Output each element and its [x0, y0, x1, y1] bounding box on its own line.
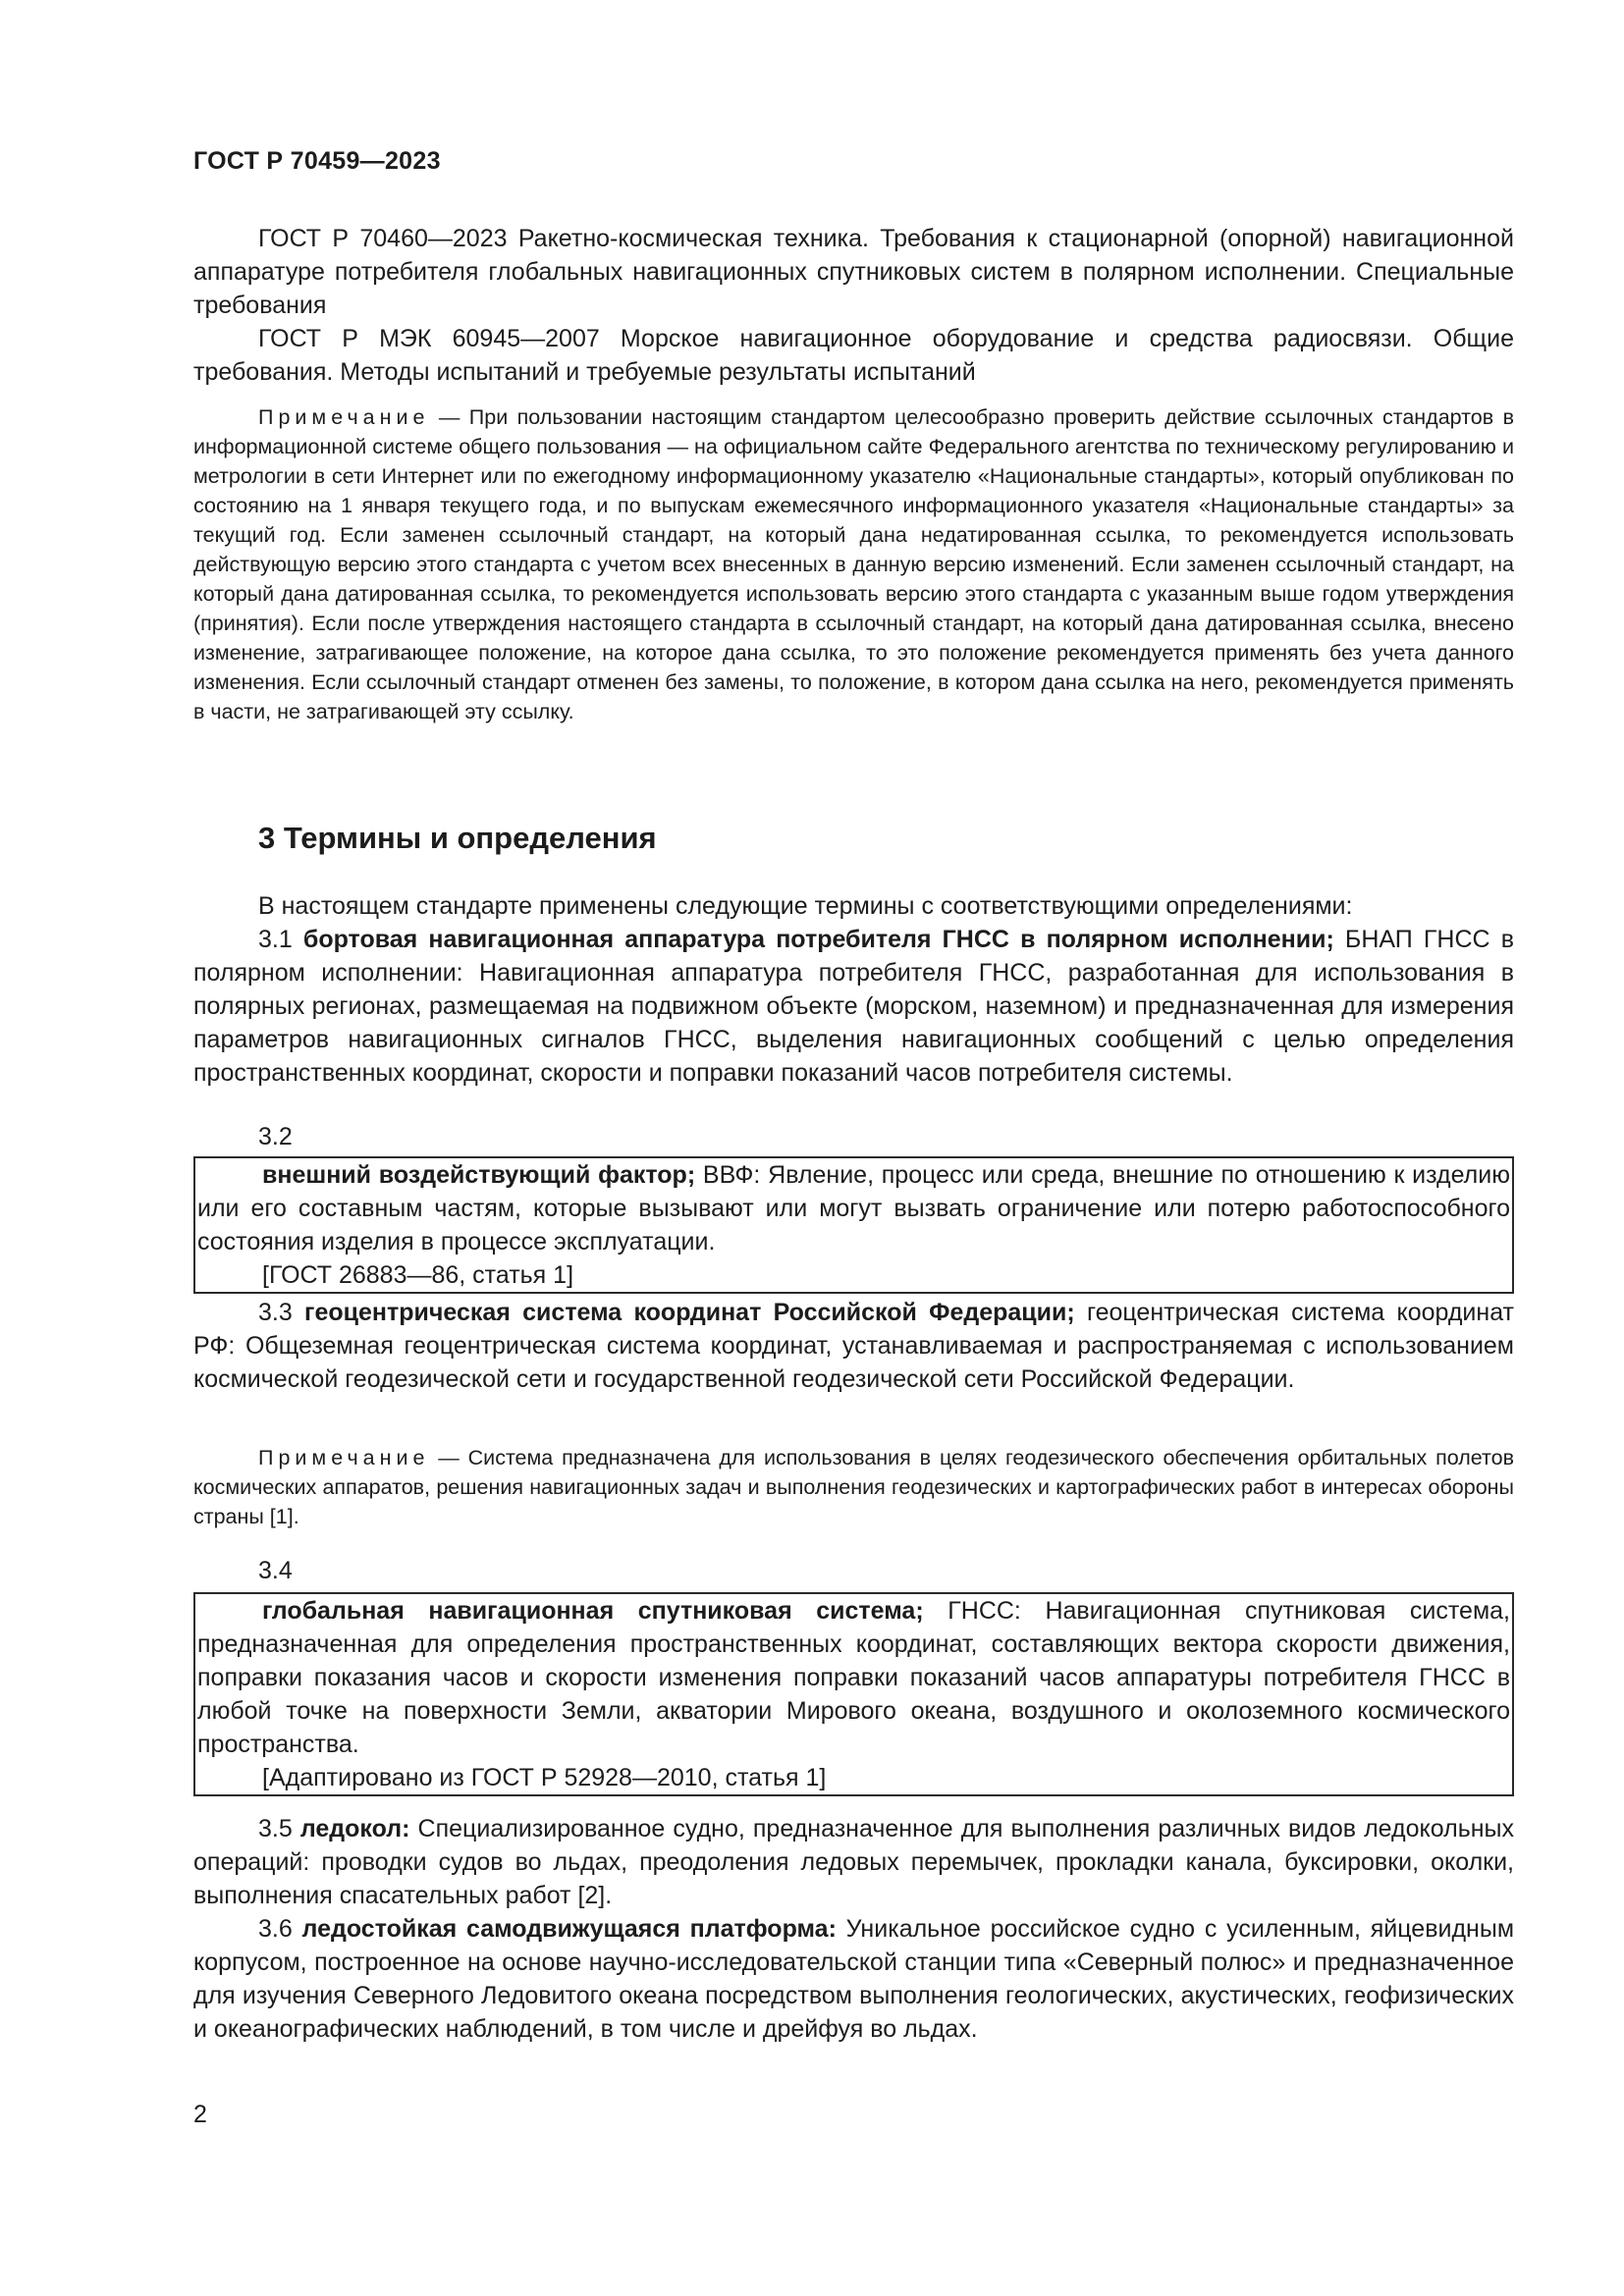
term-name: глобальная навигационная спутниковая система;	[262, 1597, 924, 1625]
term-3-3	[193, 1296, 1514, 1396]
term-number: 3.6	[258, 1915, 302, 1943]
note-text: — Система предназначена для использования в целях геодезического обеспечения орбитальных полетов космических аппаратов, решения навигационных задач и выполнения геодезических и картографических работ в интересах обороны страны [1].	[193, 1446, 1514, 1528]
reference-gost-iec-60945: ГОСТ Р МЭК 60945—2007 Морское навигационное оборудование и средства радиосвязи. Общие требования. Методы испытаний и требуемые результаты испытаний	[193, 325, 1514, 386]
term-definition: Уникальное российское судно с усиленным, яйцевидным корпусом, построенное на основе научно-исследовательской станции типа «Северный полюс» и предназначенное для изучения Северного Ледовитого океана посредством выполнения геологических, акустических, геофизических и океанографических наблюдений, в том числе и дрейфуя во льдах.	[193, 1915, 1515, 2043]
term-3-4-number: 3.4	[258, 1557, 293, 1584]
term-name: геоцентрическая система координат Российской Федерации;	[304, 1299, 1075, 1326]
term-name: ледостойкая самодвижущаяся платформа:	[301, 1915, 837, 1943]
term-number: 3.3	[258, 1299, 305, 1326]
term-number: 3.5	[258, 1815, 300, 1842]
term-name: бортовая навигационная аппаратура потребителя ГНСС в полярном исполнении;	[302, 926, 1334, 953]
term-source: [ГОСТ 26883—86, статья 1]	[262, 1261, 574, 1289]
page-number: 2	[193, 2101, 207, 2128]
term-definition: Специализированное судно, предназначенное для выполнения различных видов ледокольных операций: проводки судов во льдах, преодоления ледовых перемычек, прокладки канала, буксировки, околки, выполнения спасательных работ [2].	[193, 1815, 1514, 1909]
term-3-1	[193, 923, 1514, 1090]
note-term-3-3	[193, 1443, 1514, 1531]
term-3-6	[193, 1912, 1514, 2046]
section-intro: В настоящем стандарте применены следующие термины с соответствующими определениями:	[258, 892, 1353, 920]
note-label: Примечание	[258, 405, 430, 429]
note-text: — При пользовании настоящим стандартом целесообразно проверить действие ссылочных стандартов в информационной системе общего пользования — на официальном сайте Федерального агентства по техническому регулированию и метрологии в сети Интернет или по ежегодному информационному указателю «Национальные стандарты», который опубликован по состоянию на 1 января текущего года, и по выпускам ежемесячного информационного указателя «Национальные стандарты» за текущий год. Если заменен ссылочный стандарт, на который дана недатированная ссылка, то рекомендуется использовать действующую версию этого стандарта с учетом всех внесенных в данную версию изменений. Если заменен ссылочный стандарт, на который дана датированная ссылка, то рекомендуется использовать версию этого стандарта с указанным выше годом утверждения (принятия). Если после утверждения настоящего стандарта в ссылочный стандарт, на который дана датированная ссылка, внесено изменение, затрагивающее положение, на которое дана ссылка, то это положение рекомендуется применять без учета данного изменения. Если ссылочный стандарт отменен без замены, то положение, в котором дана ссылка на него, рекомендуется применять в части, не затрагивающей эту ссылку.	[193, 405, 1514, 723]
term-name: внешний воздействующий фактор;	[262, 1161, 696, 1189]
document-header: ГОСТ Р 70459—2023	[193, 147, 441, 175]
section-title: 3 Термины и определения	[258, 821, 657, 855]
term-number: 3.1	[258, 926, 303, 953]
note-label: Примечание	[258, 1446, 430, 1469]
term-3-2	[197, 1158, 1510, 1258]
term-source: [Адаптировано из ГОСТ Р 52928—2010, статья 1]	[262, 1764, 827, 1791]
term-definition: ГНСС: Навигационная спутниковая система, предназначенная для определения пространственных координат, составляющих вектора скорости движения, поправки показания часов и скорости изменения поправки показаний часов аппаратуры потребителя ГНСС в любой точке на поверхности Земли, акватории Мирового океана, воздушного и околоземного космического пространства.	[197, 1597, 1510, 1758]
term-3-5	[193, 1812, 1514, 1912]
reference-gost-70460: ГОСТ Р 70460—2023 Ракетно-космическая техника. Требования к стационарной (опорной) навигационной аппаратуре потребителя глобальных навигационных спутниковых систем в полярном исполнении. Специальные требования	[193, 225, 1514, 319]
term-3-4-box	[193, 1592, 1514, 1796]
term-3-2-number: 3.2	[258, 1123, 293, 1150]
term-3-4	[197, 1594, 1510, 1761]
term-definition: БНАП ГНСС в полярном исполнении: Навигационная аппаратура потребителя ГНСС, разработанная для использования в полярных регионах, размещаемая на подвижном объекте (морском, наземном) и предназначенная для измерения параметров навигационных сигналов ГНСС, выделения навигационных сообщений с целью определения пространственных координат, скорости и поправки показаний часов потребителя системы.	[193, 926, 1514, 1087]
term-3-2-box	[193, 1156, 1514, 1294]
term-definition: ВВФ: Явление, процесс или среда, внешние по отношению к изделию или его составным частям, которые вызывают или могут вызвать ограничение или потерю работоспособного состояния изделия в процессе эксплуатации.	[197, 1161, 1510, 1255]
note-reference-standards	[193, 402, 1514, 726]
term-definition: геоцентрическая система координат РФ: Общеземная геоцентрическая система координат, устанавливаемая и распространяемая с использованием космической геодезической сети и государственной геодезической сети Российской Федерации.	[193, 1299, 1514, 1393]
term-name: ледокол:	[299, 1815, 410, 1842]
